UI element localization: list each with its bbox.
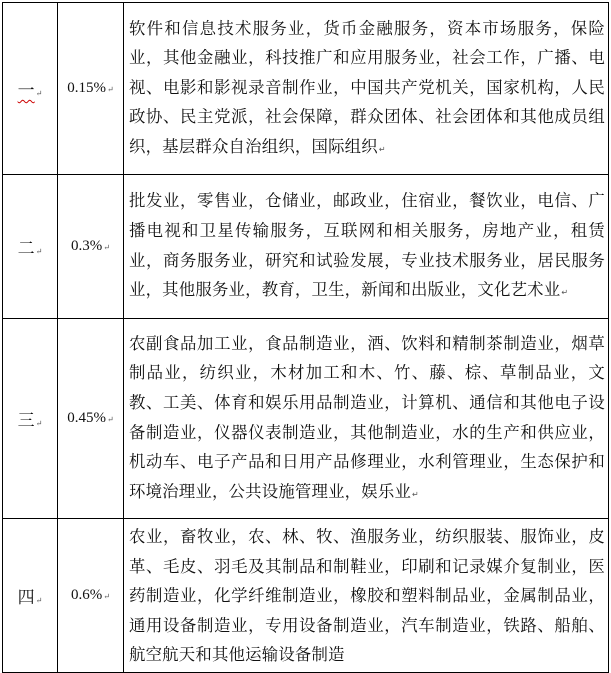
table-row	[3, 519, 609, 673]
grade-cell: 二↵	[3, 175, 58, 319]
table-row	[3, 319, 609, 519]
rate-cell: 0.6%↵	[58, 519, 124, 673]
industries-cell: 软件和信息技术服务业，货币金融服务，资本市场服务，保险业，其他金融业，科技推广和应用服务业，社会工作，广播、电视、电影和影视录音制作业，中国共产党机关，国家机构，人民政协、民主党派，社会保障，群众团体、社会团体和其他成员组织，基层群众自治组织，国际组织↵	[124, 3, 609, 175]
table-row	[3, 175, 609, 319]
industry-rate-table	[2, 2, 609, 673]
rate-cell: 0.3%↵	[58, 175, 124, 319]
grade-cell: 一↵	[3, 3, 58, 175]
rate-cell: 0.45%↵	[58, 319, 124, 519]
industries-cell: 农业，畜牧业，农、林、牧、渔服务业，纺织服装、服饰业，皮革、毛皮、羽毛及其制品和制鞋业，印刷和记录媒介复制业，医药制造业，化学纤维制造业，橡胶和塑料制品业，金属制品业，通用设备制造业，专用设备制造业，汽车制造业，铁路、船舶、航空航天和其他运输设备制造	[124, 519, 609, 673]
grade-cell: 三↵	[3, 319, 58, 519]
rate-cell: 0.15%↵	[58, 3, 124, 175]
table-row	[3, 3, 609, 175]
grade-cell: 四↵	[3, 519, 58, 673]
industries-cell: 批发业，零售业，仓储业，邮政业，住宿业，餐饮业，电信、广播电视和卫星传输服务，互联网和相关服务，房地产业，租赁业，商务服务业，研究和试验发展，专业技术服务业，居民服务业，其他服务业，教育，卫生，新闻和出版业，文化艺术业↵	[124, 175, 609, 319]
industries-cell: 农副食品加工业，食品制造业，酒、饮料和精制茶制造业，烟草制品业，纺织业，木材加工和木、竹、藤、棕、草制品业，文教、工美、体育和娱乐用品制造业，计算机、通信和其他电子设备制造业，仪器仪表制造业，其他制造业，水的生产和供应业，机动车、电子产品和日用产品修理业，水利管理业，生态保护和环境治理业，公共设施管理业，娱乐业↵	[124, 319, 609, 519]
